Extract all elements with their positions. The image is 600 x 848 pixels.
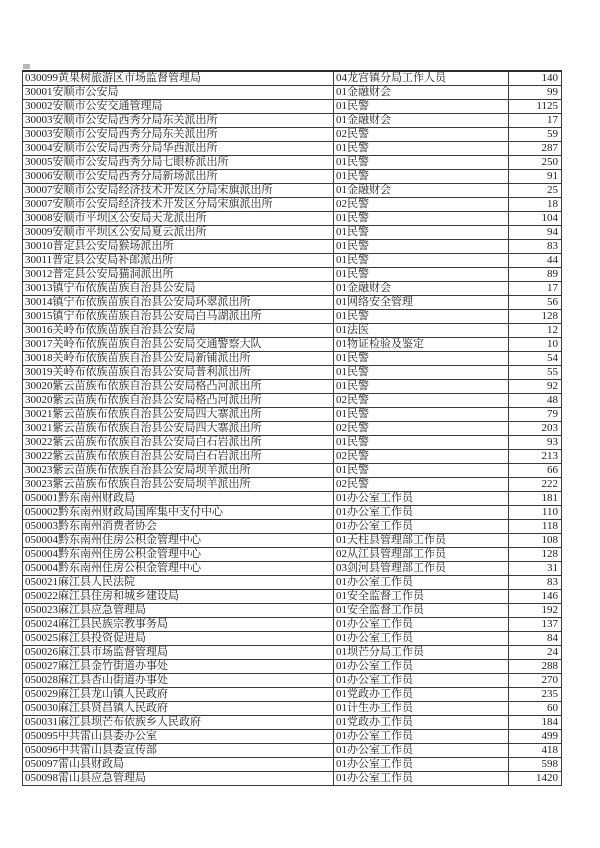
count-cell: 18 [509,198,562,212]
agency-cell: 30009安顺市平坝区公安局夏云派出所 [23,226,334,240]
records-table-body [23,71,562,786]
count-cell: 418 [509,744,562,758]
position-cell: 01民警 [334,436,509,450]
table-row [23,71,562,86]
table-row [23,422,562,436]
agency-cell: 050023麻江县应急管理局 [23,604,334,618]
count-cell: 128 [509,310,562,324]
position-cell: 01民警 [334,254,509,268]
count-cell: 140 [509,71,562,86]
agency-cell: 30007安顺市公安局经济技术开发区分局宋旗派出所 [23,184,334,198]
agency-cell: 050004黔东南州住房公积金管理中心 [23,548,334,562]
position-cell: 01民警 [334,212,509,226]
count-cell: 89 [509,268,562,282]
position-cell: 01民警 [334,268,509,282]
count-cell: 99 [509,86,562,100]
table-row [23,464,562,478]
count-cell: 110 [509,506,562,520]
table-row [23,296,562,310]
agency-cell: 030099黄果树旅游区市场监督管理局 [23,71,334,86]
count-cell: 598 [509,758,562,772]
position-cell: 01民警 [334,464,509,478]
agency-cell: 30001安顺市公安局 [23,86,334,100]
count-cell: 17 [509,114,562,128]
table-row [23,282,562,296]
count-cell: 44 [509,254,562,268]
position-cell: 01办公室工作员 [334,492,509,506]
agency-cell: 050002黔东南州财政局国库集中支付中心 [23,506,334,520]
agency-cell: 050024麻江县民族宗教事务局 [23,618,334,632]
agency-cell: 050004黔东南州住房公积金管理中心 [23,562,334,576]
position-cell: 01金融财会 [334,282,509,296]
agency-cell: 050096中共雷山县委宣传部 [23,744,334,758]
position-cell: 01安全监督工作员 [334,590,509,604]
count-cell: 499 [509,730,562,744]
count-cell: 83 [509,576,562,590]
count-cell: 60 [509,702,562,716]
position-cell: 01办公室工作员 [334,520,509,534]
table-row [23,254,562,268]
count-cell: 92 [509,380,562,394]
table-row [23,548,562,562]
table-row [23,660,562,674]
count-cell: 31 [509,562,562,576]
count-cell: 192 [509,604,562,618]
table-row [23,646,562,660]
agency-cell: 30023紫云苗族布依族自治县公安局坝羊派出所 [23,464,334,478]
position-cell: 01民警 [334,310,509,324]
agency-cell: 050098雷山县应急管理局 [23,772,334,786]
agency-cell: 050028麻江县杏山街道办事处 [23,674,334,688]
table-row [23,352,562,366]
agency-cell: 30022紫云苗族布依族自治县公安局白石岩派出所 [23,450,334,464]
table-row [23,86,562,100]
count-cell: 94 [509,226,562,240]
count-cell: 203 [509,422,562,436]
position-cell: 01民警 [334,366,509,380]
agency-cell: 30003安顺市公安局西秀分局东关派出所 [23,128,334,142]
count-cell: 288 [509,660,562,674]
agency-cell: 30006安顺市公安局西秀分局新场派出所 [23,170,334,184]
count-cell: 184 [509,716,562,730]
table-row [23,324,562,338]
count-cell: 213 [509,450,562,464]
table-row [23,128,562,142]
agency-cell: 30018关岭布依族苗族自治县公安局新铺派出所 [23,352,334,366]
table-row [23,632,562,646]
agency-cell: 30020紫云苗族布依族自治县公安局格凸河派出所 [23,380,334,394]
agency-cell: 30008安顺市平坝区公安局天龙派出所 [23,212,334,226]
table-row [23,394,562,408]
count-cell: 10 [509,338,562,352]
table-row [23,212,562,226]
table-row [23,520,562,534]
count-cell: 25 [509,184,562,198]
table-row [23,450,562,464]
position-cell: 01办公室工作员 [334,758,509,772]
table-row [23,716,562,730]
table-row [23,156,562,170]
agency-cell: 30002安顺市公安交通管理局 [23,100,334,114]
agency-cell: 30019关岭布依族苗族自治县公安局普利派出所 [23,366,334,380]
position-cell: 02民警 [334,422,509,436]
table-row [23,114,562,128]
count-cell: 56 [509,296,562,310]
agency-cell: 30020紫云苗族布依族自治县公安局格凸河派出所 [23,394,334,408]
count-cell: 1125 [509,100,562,114]
position-cell: 01天柱县管理部工作员 [334,534,509,548]
count-cell: 222 [509,478,562,492]
table-row [23,408,562,422]
agency-cell: 050031麻江县坝芒布依族乡人民政府 [23,716,334,730]
count-cell: 93 [509,436,562,450]
position-cell: 01办公室工作员 [334,576,509,590]
count-cell: 55 [509,366,562,380]
table-row [23,730,562,744]
count-cell: 128 [509,548,562,562]
count-cell: 59 [509,128,562,142]
table-row [23,170,562,184]
position-cell: 01民警 [334,100,509,114]
agency-cell: 050022麻江县住房和城乡建设局 [23,590,334,604]
table-row [23,492,562,506]
agency-cell: 30003安顺市公安局西秀分局东关派出所 [23,114,334,128]
position-cell: 01办公室工作员 [334,618,509,632]
count-cell: 54 [509,352,562,366]
agency-cell: 050027麻江县金竹街道办事处 [23,660,334,674]
count-cell: 108 [509,534,562,548]
count-cell: 83 [509,240,562,254]
position-cell: 01办公室工作员 [334,660,509,674]
position-cell: 01物证检验及鉴定 [334,338,509,352]
table-row [23,380,562,394]
count-cell: 84 [509,632,562,646]
position-cell: 01办公室工作员 [334,772,509,786]
position-cell: 04龙宫镇分局工作人员 [334,71,509,86]
table-row [23,338,562,352]
position-cell: 01计生办工作员 [334,702,509,716]
position-cell: 01民警 [334,380,509,394]
position-cell: 01民警 [334,226,509,240]
position-cell: 03剑河县管理部工作员 [334,562,509,576]
position-cell: 01党政办工作员 [334,688,509,702]
agency-cell: 30015镇宁布依族苗族自治县公安局白马湖派出所 [23,310,334,324]
table-row [23,268,562,282]
agency-cell: 30017关岭布依族苗族自治县公安局交通警察大队 [23,338,334,352]
agency-cell: 30010普定县公安局猴场派出所 [23,240,334,254]
count-cell: 24 [509,646,562,660]
table-row [23,604,562,618]
count-cell: 118 [509,520,562,534]
count-cell: 48 [509,394,562,408]
position-cell: 02从江县管理部工作员 [334,548,509,562]
position-cell: 01网络安全管理 [334,296,509,310]
table-row [23,618,562,632]
count-cell: 1420 [509,772,562,786]
agency-cell: 050030麻江县贤昌镇人民政府 [23,702,334,716]
position-cell: 01坝芒分局工作员 [334,646,509,660]
position-cell: 01党政办工作员 [334,716,509,730]
position-cell: 01安全监督工作员 [334,604,509,618]
table-row [23,436,562,450]
count-cell: 270 [509,674,562,688]
agency-cell: 30004安顺市公安局西秀分局华西派出所 [23,142,334,156]
agency-cell: 30016关岭布依族苗族自治县公安局 [23,324,334,338]
agency-cell: 050004黔东南州住房公积金管理中心 [23,534,334,548]
table-row [23,576,562,590]
table-row [23,758,562,772]
table-row [23,590,562,604]
agency-cell: 30005安顺市公安局西秀分局七眼桥派出所 [23,156,334,170]
table-row [23,366,562,380]
position-cell: 01办公室工作员 [334,632,509,646]
position-cell: 01民警 [334,240,509,254]
agency-cell: 30021紫云苗族布依族自治县公安局四大寨派出所 [23,408,334,422]
count-cell: 17 [509,282,562,296]
count-cell: 137 [509,618,562,632]
agency-cell: 30011普定县公安局补郎派出所 [23,254,334,268]
table-row [23,674,562,688]
table-row [23,240,562,254]
position-cell: 02民警 [334,198,509,212]
count-cell: 146 [509,590,562,604]
records-table [22,70,562,786]
agency-cell: 050029麻江县龙山镇人民政府 [23,688,334,702]
count-cell: 104 [509,212,562,226]
agency-cell: 30013镇宁布依族苗族自治县公安局 [23,282,334,296]
position-cell: 01办公室工作员 [334,730,509,744]
agency-cell: 050001黔东南州财政局 [23,492,334,506]
position-cell: 01金融财会 [334,114,509,128]
table-row [23,702,562,716]
count-cell: 66 [509,464,562,478]
agency-cell: 050003黔东南州消费者协会 [23,520,334,534]
position-cell: 01民警 [334,142,509,156]
table-row [23,534,562,548]
table-row [23,310,562,324]
position-cell: 01办公室工作员 [334,744,509,758]
scan-artifact-mark [23,64,30,69]
position-cell: 01民警 [334,352,509,366]
agency-cell: 050097雷山县财政局 [23,758,334,772]
agency-cell: 050026麻江县市场监督管理局 [23,646,334,660]
table-row [23,198,562,212]
table-row [23,184,562,198]
table-row [23,744,562,758]
count-cell: 250 [509,156,562,170]
agency-cell: 050025麻江县投资促进局 [23,632,334,646]
position-cell: 01民警 [334,408,509,422]
table-row [23,688,562,702]
table-row [23,226,562,240]
count-cell: 181 [509,492,562,506]
table-row [23,772,562,786]
agency-cell: 050095中共雷山县委办公室 [23,730,334,744]
position-cell: 02民警 [334,128,509,142]
position-cell: 01法医 [334,324,509,338]
count-cell: 235 [509,688,562,702]
agency-cell: 30022紫云苗族布依族自治县公安局白石岩派出所 [23,436,334,450]
table-row [23,562,562,576]
position-cell: 02民警 [334,450,509,464]
position-cell: 02民警 [334,478,509,492]
agency-cell: 050021麻江县人民法院 [23,576,334,590]
position-cell: 01民警 [334,156,509,170]
position-cell: 01金融财会 [334,86,509,100]
position-cell: 02民警 [334,394,509,408]
count-cell: 12 [509,324,562,338]
agency-cell: 30023紫云苗族布依族自治县公安局坝羊派出所 [23,478,334,492]
agency-cell: 30012普定县公安局猫洞派出所 [23,268,334,282]
position-cell: 01金融财会 [334,184,509,198]
position-cell: 01民警 [334,170,509,184]
position-cell: 01办公室工作员 [334,506,509,520]
agency-cell: 30007安顺市公安局经济技术开发区分局宋旗派出所 [23,198,334,212]
table-row [23,142,562,156]
count-cell: 91 [509,170,562,184]
agency-cell: 30014镇宁布依族苗族自治县公安局环翠派出所 [23,296,334,310]
table-row [23,506,562,520]
position-cell: 01办公室工作员 [334,674,509,688]
count-cell: 287 [509,142,562,156]
table-row [23,478,562,492]
agency-cell: 30021紫云苗族布依族自治县公安局四大寨派出所 [23,422,334,436]
table-row [23,100,562,114]
count-cell: 79 [509,408,562,422]
